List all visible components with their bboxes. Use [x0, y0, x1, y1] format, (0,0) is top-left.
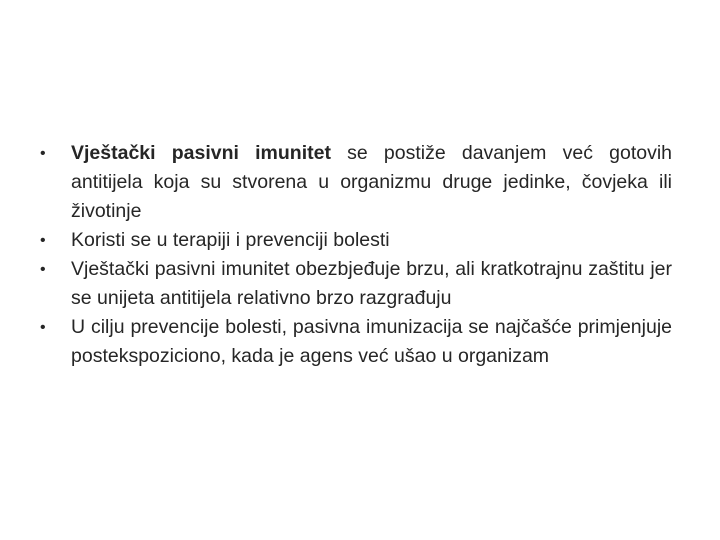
bullet-item: [40, 313, 672, 371]
bullet-dot-icon: •: [40, 319, 46, 336]
bullet-list: [40, 139, 672, 371]
bullet-text: U cilju prevencije bolesti, pasivna imunizacija se najčašće primjenjuje postekspoziciono, kada je agens već ušao u organizam: [71, 316, 672, 367]
bullet-dot-icon: •: [40, 145, 46, 162]
bullet-item: [40, 226, 672, 255]
bullet-text: Vještački pasivni imunitet obezbjeđuje brzu, ali kratkotrajnu zaštitu jer se unijeta antitijela relativno brzo razgrađuju: [71, 258, 672, 309]
bullet-term: Vještački pasivni imunitet: [71, 142, 331, 164]
bullet-item: [40, 255, 672, 313]
bullet-text: Koristi se u terapiji i prevenciji bolesti: [71, 229, 390, 251]
bullet-dot-icon: •: [40, 261, 46, 278]
bullet-item: [40, 139, 672, 226]
bullet-dot-icon: •: [40, 232, 46, 249]
bullet-text: se postiže davanjem već gotovih antitijela koja su stvorena u organizmu druge jedinke, čovjeka ili životinje: [71, 142, 673, 222]
